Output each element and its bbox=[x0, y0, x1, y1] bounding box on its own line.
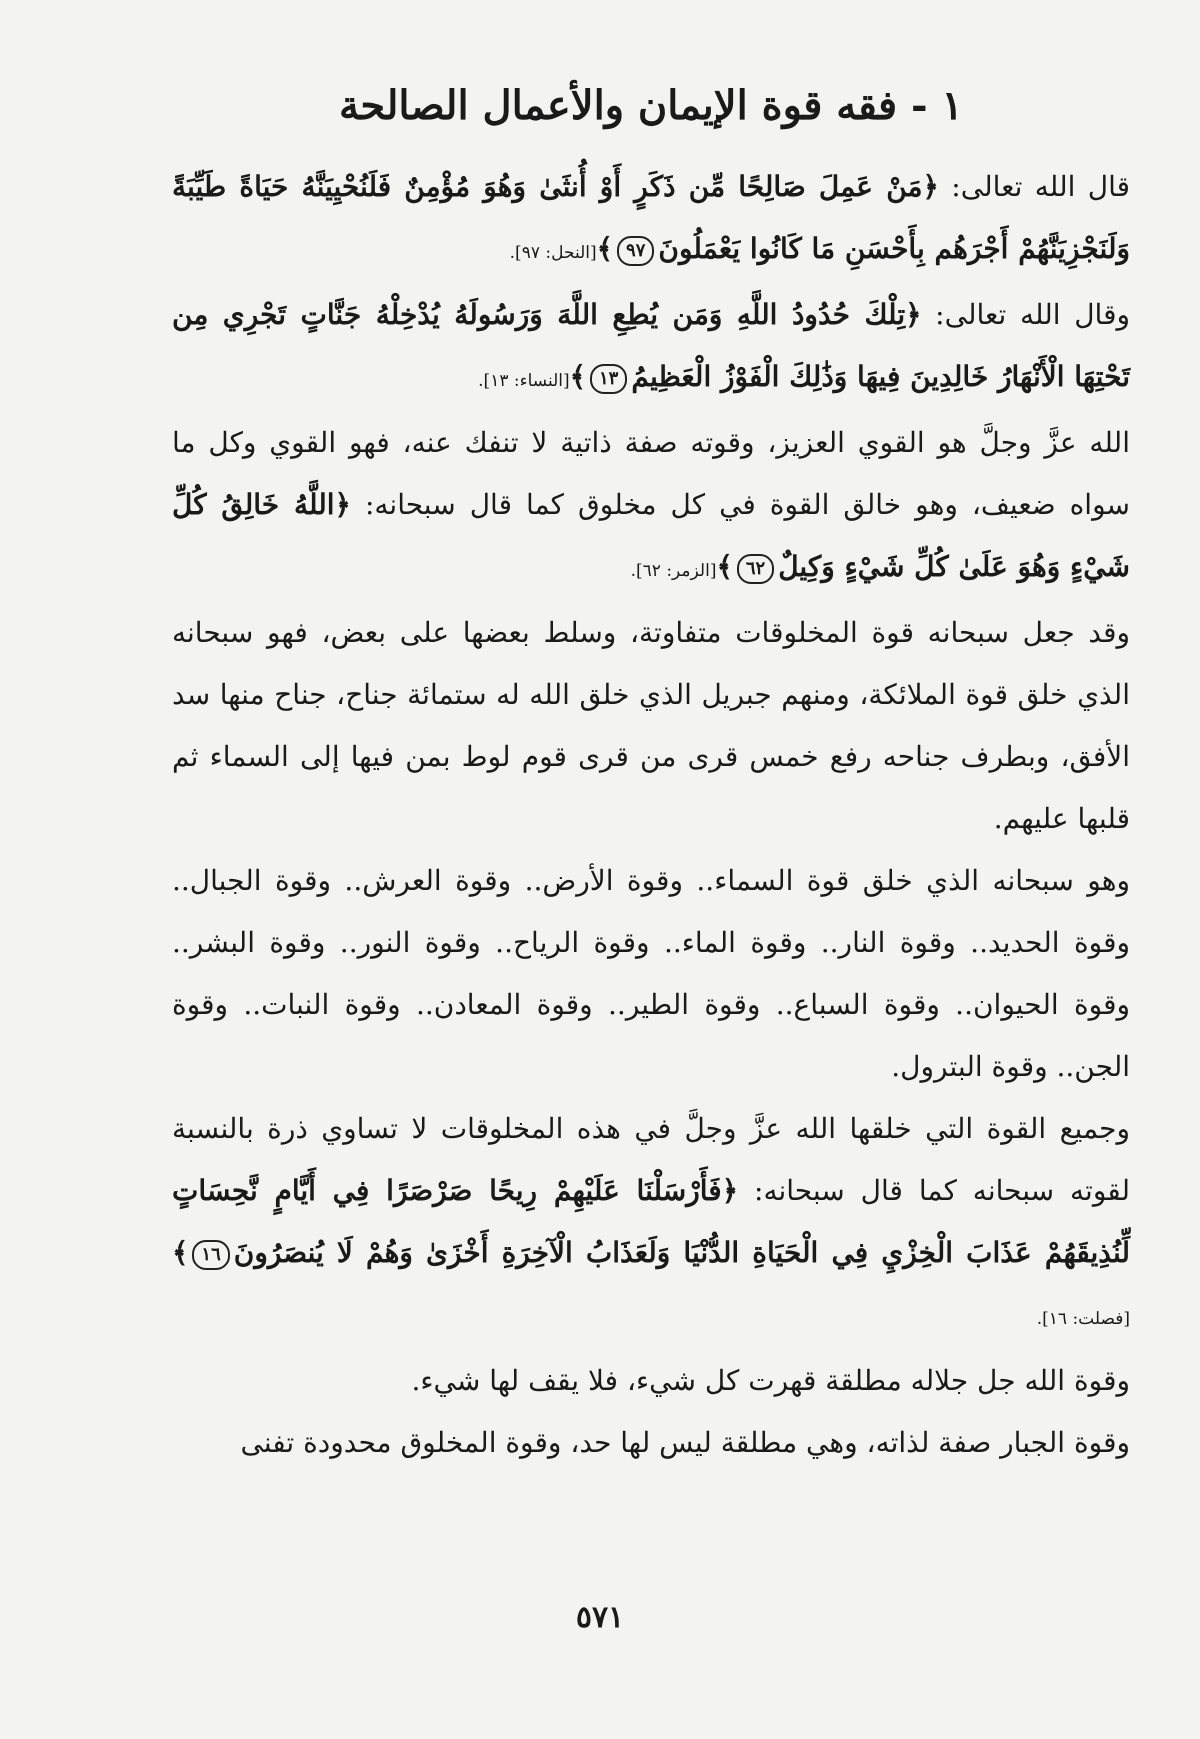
ayah-number-marker: ٩٧ bbox=[617, 236, 654, 266]
quran-verse: ﴿فَأَرْسَلْنَا عَلَيْهِمْ رِيحًا صَرْصَرًا فِي أَيَّامٍ نَّحِسَاتٍ لِّنُذِيقَهُمْ عَذَابَ الْخِزْيِ فِي الْحَيَاةِ الدُّنْيَا وَلَعَذَابُ الْآخِرَةِ أَخْزَىٰ وَهُمْ لَا يُنصَرُونَ bbox=[172, 1174, 1130, 1269]
paragraph-7: وقوة الله جل جلاله مطلقة قهرت كل شيء، فلا يقف لها شيء. bbox=[411, 1364, 1130, 1397]
paragraph-4: وقد جعل سبحانه قوة المخلوقات متفاوتة، وسلط بعضها على بعض، فهو سبحانه الذي خلق قوة الملائكة، ومنهم جبريل الذي خلق الله له ستمائة جناح، جناح منها سد الأفق، وبطرف جناحه رفع خمس قرى من قرى قوم لوط بمن فيها إلى السماء ثم قلبها عليهم. bbox=[172, 616, 1130, 835]
ayah-number-marker: ٦٢ bbox=[737, 554, 774, 584]
verse-reference: [فصلت: ١٦]. bbox=[1036, 1309, 1130, 1329]
quran-close-bracket: ﴾ bbox=[596, 232, 614, 265]
quran-verse: ﴿مَنْ عَمِلَ صَالِحًا مِّن ذَكَرٍ أَوْ أُنثَىٰ وَهُوَ مُؤْمِنٌ فَلَنُحْيِيَنَّهُ حَيَاةً طَيِّبَةً وَلَنَجْزِيَنَّهُمْ أَجْرَهُم بِأَحْسَنِ مَا كَانُوا يَعْمَلُونَ bbox=[172, 170, 1130, 265]
ayah-number-marker: ١٦ bbox=[192, 1240, 229, 1270]
quran-close-bracket: ﴾ bbox=[716, 550, 733, 583]
quran-close-bracket: ﴾ bbox=[569, 360, 587, 393]
quran-close-bracket: ﴾ bbox=[172, 1236, 189, 1269]
page-body bbox=[172, 156, 1130, 1474]
paragraph-2 bbox=[172, 284, 1130, 412]
verse-reference: [الزمر: ٦٢]. bbox=[630, 561, 717, 581]
paragraph-6 bbox=[172, 1098, 1130, 1350]
paragraph-1 bbox=[172, 156, 1130, 284]
paragraph-text: وجميع القوة التي خلقها الله عزَّ وجلَّ في هذه المخلوقات لا تساوي ذرة بالنسبة لقوته سبحانه كما قال سبحانه: bbox=[172, 1112, 1130, 1207]
paragraph-5: وهو سبحانه الذي خلق قوة السماء.. وقوة الأرض.. وقوة العرش.. وقوة الجبال.. وقوة الحديد.. وقوة النار.. وقوة الماء.. وقوة الرياح.. وقوة النور.. وقوة البشر.. وقوة الحيوان.. وقوة السباع.. وقوة الطير.. وقوة المعادن.. وقوة النبات.. وقوة الجن.. وقوة البترول. bbox=[172, 864, 1130, 1083]
paragraph-text: الله عزَّ وجلَّ هو القوي العزيز، وقوته صفة ذاتية لا تنفك عنه، فهو القوي وكل ما سواه ضعيف، وهو خالق القوة في كل مخلوق كما قال سبحانه: bbox=[172, 426, 1130, 521]
page-title: ١ - فقه قوة الإيمان والأعمال الصالحة bbox=[338, 82, 964, 129]
quran-verse: ﴿اللَّهُ خَالِقُ كُلِّ شَيْءٍ وَهُوَ عَلَىٰ كُلِّ شَيْءٍ وَكِيلٌ bbox=[172, 488, 1130, 583]
paragraph-3 bbox=[172, 412, 1130, 602]
quran-verse: ﴿تِلْكَ حُدُودُ اللَّهِ وَمَن يُطِعِ اللَّهَ وَرَسُولَهُ يُدْخِلْهُ جَنَّاتٍ تَجْرِي مِن تَحْتِهَا الْأَنْهَارُ خَالِدِينَ فِيهَا وَذَٰلِكَ الْفَوْزُ الْعَظِيمُ bbox=[172, 298, 1130, 393]
page-number: ٥٧١ bbox=[575, 1600, 625, 1635]
verse-reference: [النساء: ١٣]. bbox=[478, 371, 570, 391]
quote-intro: وقال الله تعالى: bbox=[921, 298, 1130, 331]
verse-reference: [النحل: ٩٧]. bbox=[509, 243, 597, 263]
ayah-number-marker: ١٣ bbox=[590, 364, 627, 394]
paragraph-8: وقوة الجبار صفة لذاته، وهي مطلقة ليس لها حد، وقوة المخلوق محدودة تفنى bbox=[240, 1426, 1130, 1459]
quote-intro: قال الله تعالى: bbox=[938, 170, 1131, 203]
